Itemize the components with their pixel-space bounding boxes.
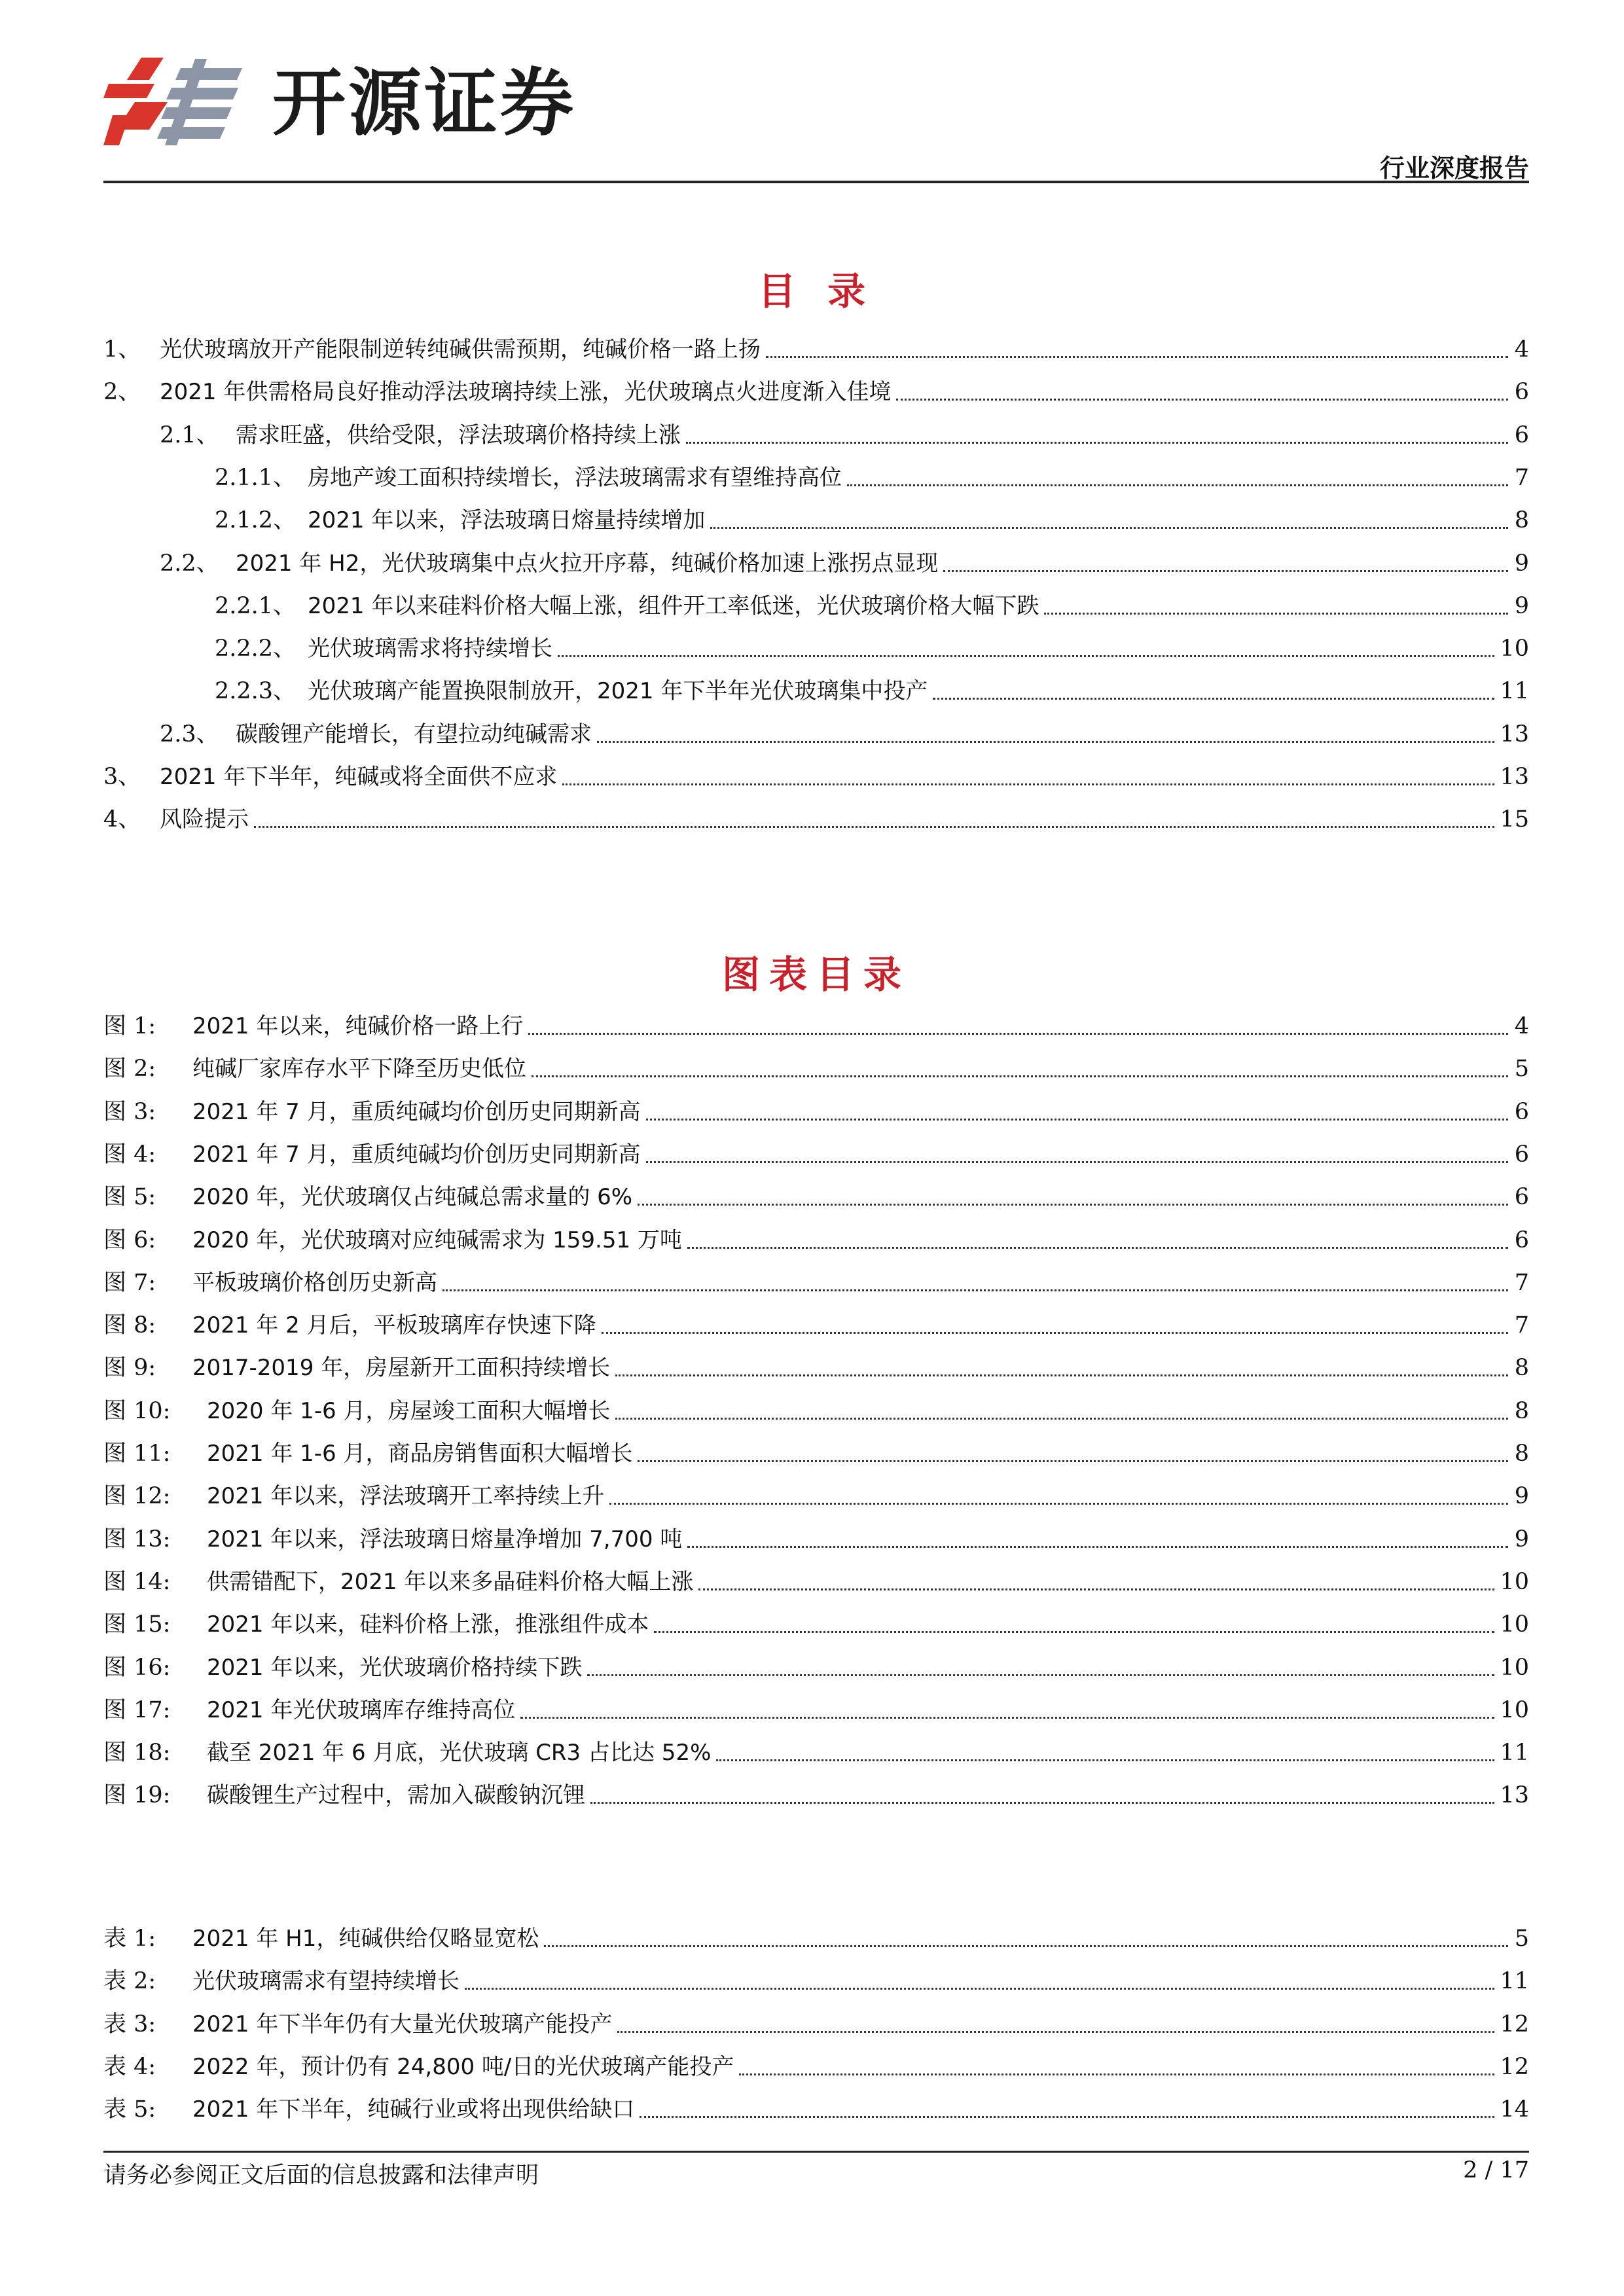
leader-dots [716,1759,1494,1761]
entry-number: 图 1: [103,1013,156,1039]
entry-number: 表 3: [103,2011,156,2037]
entry-title: 碳酸锂产能增长，有望拉动纯碱需求 [236,721,592,747]
entry-page: 4 [1514,1013,1529,1039]
entry-title: 供需错配下，2021 年以来多晶硅料价格大幅上涨 [207,1568,694,1595]
entry-page: 12 [1500,2011,1529,2037]
entry-number: 图 15: [103,1611,171,1638]
toc-title: 目 录 [757,269,875,314]
entry-title: 2021 年以来硅料价格大幅上涨，组件开工率低迷，光伏玻璃价格大幅下跌 [308,592,1039,619]
leader-dots [640,2116,1494,2118]
figure-entry[interactable] [103,1265,1529,1297]
entry-number: 2、 [103,379,141,406]
entry-page: 10 [1500,1654,1529,1681]
entry-page: 7 [1514,1269,1529,1296]
toc-entry[interactable] [103,630,1529,663]
entry-title: 2020 年，光伏玻璃仅占纯碱总需求量的 6% [192,1184,633,1211]
entry-page: 6 [1514,379,1529,406]
entry-title: 光伏玻璃需求将持续增长 [308,636,552,662]
figure-entry[interactable] [103,1734,1529,1767]
entry-number: 表 5: [103,2096,156,2123]
entry-page: 6 [1514,1098,1529,1125]
table-entry[interactable] [103,2049,1529,2081]
entry-title: 2021 年下半年，纯碱行业或将出现供给缺口 [192,2096,635,2123]
entry-page: 13 [1500,1782,1529,1809]
entry-number: 2.2.2、 [215,636,297,662]
entry-number: 图 18: [103,1740,171,1767]
figure-entry[interactable] [103,1050,1529,1083]
entry-title: 光伏玻璃产能置换限制放开，2021 年下半年光伏玻璃集中投产 [308,678,928,705]
entry-title: 2020 年 1-6 月，房屋竣工面积大幅增长 [207,1397,611,1424]
leader-dots [687,1546,1508,1548]
entry-page: 9 [1514,1526,1529,1552]
entry-title: 碳酸锂生产过程中，需加入碳酸钠沉锂 [207,1782,585,1809]
leader-dots [638,1204,1508,1206]
toc-entry[interactable] [103,545,1529,578]
entry-page: 8 [1514,1397,1529,1424]
entry-page: 7 [1514,1312,1529,1339]
entry-page: 11 [1500,678,1529,705]
figure-entry[interactable] [103,1393,1529,1426]
figure-entry[interactable] [103,1521,1529,1554]
leader-dots [602,1332,1508,1334]
entry-title: 2020 年，光伏玻璃对应纯碱需求为 159.51 万吨 [192,1227,682,1253]
entry-page: 10 [1500,1611,1529,1638]
table-entry[interactable] [103,1920,1529,1953]
entry-number: 表 2: [103,1968,156,1995]
toc-entry[interactable] [103,588,1529,620]
entry-page: 5 [1514,1056,1529,1083]
page-indicator: 2 / 17 [1463,2157,1529,2183]
leader-dots [609,1503,1508,1505]
entry-number: 表 4: [103,2053,156,2080]
entry-title: 2021 年 1-6 月，商品房销售面积大幅增长 [207,1441,633,1467]
figure-entry[interactable] [103,1222,1529,1255]
leader-dots [442,1289,1508,1291]
toc-entry[interactable] [103,374,1529,406]
leader-dots [615,1374,1508,1376]
entry-title: 2022 年，预计仍有 24,800 吨/日的光伏玻璃产能投产 [192,2053,734,2080]
entry-page: 9 [1514,1483,1529,1510]
toc-entry[interactable] [103,673,1529,706]
leader-dots [847,484,1508,486]
leader-dots [544,1945,1508,1947]
leader-dots [638,1460,1508,1462]
leader-dots [562,783,1494,785]
entry-title: 光伏玻璃需求有望持续增长 [192,1968,460,1995]
entry-number: 4、 [103,806,141,833]
leader-dots [896,399,1508,401]
leader-dots [654,1631,1494,1633]
entry-number: 2.2、 [160,550,219,577]
entry-page: 10 [1500,636,1529,662]
leader-dots [710,527,1508,529]
toc-entry[interactable] [103,759,1529,791]
entry-title: 2021 年 2 月后，平板玻璃库存快速下降 [192,1312,596,1339]
figure-entry[interactable] [103,1008,1529,1041]
entry-page: 15 [1500,806,1529,833]
entry-page: 11 [1500,1968,1529,1995]
entry-title: 截至 2021 年 6 月底，光伏玻璃 CR3 占比达 52% [207,1740,712,1767]
company-name: 开源证券 [272,61,576,146]
logo-mark-icon [103,52,254,151]
entry-title: 2021 年以来，纯碱价格一路上行 [192,1013,524,1039]
entry-number: 图 8: [103,1312,156,1339]
leader-dots [532,1075,1508,1077]
entry-number: 2.2.3、 [215,678,297,705]
entry-number: 1、 [103,336,141,363]
leader-dots [766,356,1508,358]
table-entry[interactable] [103,2091,1529,2124]
entry-title: 2021 年 7 月，重质纯碱均价创历史同期新高 [192,1141,641,1168]
entry-title: 2021 年下半年，纯碱或将全面供不应求 [160,764,558,790]
entry-number: 图 11: [103,1441,171,1467]
entry-page: 13 [1500,764,1529,790]
entry-page: 7 [1514,464,1529,491]
entry-number: 图 7: [103,1269,156,1296]
table-entry[interactable] [103,1963,1529,1996]
entry-title: 2021 年以来，硅料价格上涨，推涨组件成本 [207,1611,649,1638]
figure-entry[interactable] [103,1606,1529,1639]
leader-dots [520,1717,1494,1719]
entry-page: 13 [1500,721,1529,747]
toc-entry[interactable] [103,459,1529,492]
leader-dots [617,2031,1494,2033]
entry-number: 图 5: [103,1184,156,1211]
entry-page: 8 [1514,1355,1529,1382]
leader-dots [646,1119,1508,1121]
figure-entry[interactable] [103,1350,1529,1382]
leader-dots [739,2073,1494,2075]
header-divider [103,181,1529,183]
leader-dots [254,826,1494,828]
leader-dots [558,655,1494,657]
entry-title: 2021 年供需格局良好推动浮法玻璃持续上涨，光伏玻璃点火进度渐入佳境 [160,379,892,406]
figure-entry[interactable] [103,1692,1529,1725]
entry-page: 10 [1500,1568,1529,1595]
entry-page: 9 [1514,592,1529,619]
figure-entry[interactable] [103,1435,1529,1468]
leader-dots [528,1033,1508,1035]
entry-number: 图 14: [103,1568,171,1595]
footer-divider [103,2151,1529,2153]
leader-dots [698,1588,1494,1590]
figure-entry[interactable] [103,1179,1529,1211]
figure-entry[interactable] [103,1777,1529,1810]
entry-number: 2.1、 [160,422,219,448]
entry-page: 11 [1500,1740,1529,1767]
figure-entry[interactable] [103,1136,1529,1169]
leader-dots [687,1247,1508,1249]
table-entry[interactable] [103,2006,1529,2039]
entry-number: 图 12: [103,1483,171,1510]
entry-number: 2.1.2、 [215,507,297,534]
entry-number: 3、 [103,764,141,790]
entry-title: 需求旺盛，供给受限，浮法玻璃价格持续上涨 [236,422,681,448]
leader-dots [465,1988,1494,1990]
report-type-label: 行业深度报告 [1379,154,1529,183]
entry-title: 纯碱厂家库存水平下降至历史低位 [192,1056,526,1083]
entry-number: 图 6: [103,1227,156,1253]
entry-number: 图 10: [103,1397,171,1424]
entry-number: 图 3: [103,1098,156,1125]
entry-number: 表 1: [103,1926,156,1952]
figure-entry[interactable] [103,1094,1529,1126]
figure-entry[interactable] [103,1307,1529,1340]
entry-page: 14 [1500,2096,1529,2123]
leader-dots [615,1418,1508,1420]
entry-title: 2017-2019 年，房屋新开工面积持续增长 [192,1355,611,1382]
entry-title: 风险提示 [160,806,249,833]
leader-dots [587,1674,1494,1676]
entry-page: 6 [1514,1184,1529,1211]
toc-entry[interactable] [103,716,1529,749]
entry-title: 2021 年 H2，光伏玻璃集中点火拉开序幕，纯碱价格加速上涨拐点显现 [236,550,939,577]
entry-number: 图 13: [103,1526,171,1552]
entry-title: 2021 年光伏玻璃库存维持高位 [207,1696,516,1723]
entry-title: 房地产竣工面积持续增长，浮法玻璃需求有望维持高位 [308,464,842,491]
figure-entry[interactable] [103,1649,1529,1682]
entry-number: 图 9: [103,1355,156,1382]
entry-title: 2021 年 H1，纯碱供给仅略显宽松 [192,1926,539,1952]
entry-page: 10 [1500,1696,1529,1723]
entry-number: 2.3、 [160,721,219,747]
figure-entry[interactable] [103,1564,1529,1596]
leader-dots [1044,613,1508,615]
entry-page: 9 [1514,550,1529,577]
entry-page: 8 [1514,507,1529,534]
leader-dots [686,442,1508,444]
leader-dots [933,698,1494,700]
entry-title: 2021 年以来，浮法玻璃日熔量净增加 7,700 吨 [207,1526,683,1552]
entry-title: 2021 年以来，浮法玻璃日熔量持续增加 [308,507,706,534]
toc-entry[interactable] [103,417,1529,450]
entry-title: 平板玻璃价格创历史新高 [192,1269,437,1296]
toc-entry[interactable] [103,801,1529,834]
entry-number: 2.2.1、 [215,592,297,619]
entry-page: 6 [1514,422,1529,448]
entry-number: 图 19: [103,1782,171,1809]
entry-number: 图 4: [103,1141,156,1168]
entry-page: 6 [1514,1227,1529,1253]
entry-page: 12 [1500,2053,1529,2080]
leader-dots [590,1802,1494,1804]
entry-title: 2021 年下半年仍有大量光伏玻璃产能投产 [192,2011,613,2037]
entry-title: 2021 年 7 月，重质纯碱均价创历史同期新高 [192,1098,641,1125]
entry-number: 图 2: [103,1056,156,1083]
leader-dots [646,1161,1508,1163]
entry-page: 6 [1514,1141,1529,1168]
entry-page: 5 [1514,1926,1529,1952]
leader-dots [943,570,1508,572]
disclaimer-text: 请务必参阅正文后面的信息披露和法律声明 [103,2162,539,2189]
page-header [103,46,1529,183]
entry-title: 2021 年以来，浮法玻璃开工率持续上升 [207,1483,605,1510]
leader-dots [597,741,1494,743]
entry-title: 光伏玻璃放开产能限制逆转纯碱供需预期，纯碱价格一路上扬 [160,336,761,363]
entry-number: 图 17: [103,1696,171,1723]
entry-page: 4 [1514,336,1529,363]
toc-entry[interactable] [103,502,1529,535]
figures-title: 图表目录 [721,952,911,997]
entry-title: 2021 年以来，光伏玻璃价格持续下跌 [207,1654,583,1681]
figure-entry[interactable] [103,1478,1529,1511]
entry-page: 8 [1514,1441,1529,1467]
company-logo [103,46,693,157]
entry-number: 图 16: [103,1654,171,1681]
toc-entry[interactable] [103,331,1529,364]
entry-number: 2.1.1、 [215,464,297,491]
